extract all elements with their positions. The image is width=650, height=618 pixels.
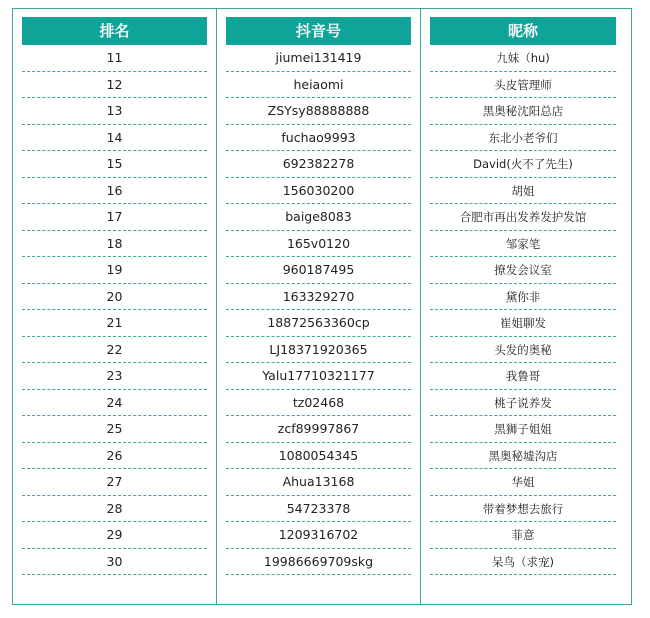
rank-cell: 19 bbox=[22, 257, 207, 284]
douyin-cell: 692382278 bbox=[226, 151, 411, 178]
nickname-cell: 崔姐聊发 bbox=[430, 310, 616, 337]
nickname-cell: 九妹（hu) bbox=[430, 45, 616, 72]
nickname-cell: 我鲁哥 bbox=[430, 363, 616, 390]
douyin-cell: ZSYsy88888888 bbox=[226, 98, 411, 125]
column-divider bbox=[420, 9, 421, 604]
ranking-table bbox=[12, 8, 632, 605]
rank-column bbox=[22, 9, 207, 575]
douyin-cell: 54723378 bbox=[226, 496, 411, 523]
douyin-cell: 156030200 bbox=[226, 178, 411, 205]
nickname-cell: 带着梦想去旅行 bbox=[430, 496, 616, 523]
douyin-cell: fuchao9993 bbox=[226, 125, 411, 152]
douyin-cell: 18872563360cp bbox=[226, 310, 411, 337]
rank-cell: 14 bbox=[22, 125, 207, 152]
nickname-cell: 邹家笔 bbox=[430, 231, 616, 258]
douyin-column bbox=[226, 9, 411, 575]
douyin-cell: jiumei131419 bbox=[226, 45, 411, 72]
douyin-cell: tz02468 bbox=[226, 390, 411, 417]
rank-cell: 16 bbox=[22, 178, 207, 205]
rank-cell: 27 bbox=[22, 469, 207, 496]
column-divider bbox=[216, 9, 217, 604]
rank-cell: 29 bbox=[22, 522, 207, 549]
douyin-cell: 163329270 bbox=[226, 284, 411, 311]
nickname-cell: 撩发会议室 bbox=[430, 257, 616, 284]
rank-cell: 30 bbox=[22, 549, 207, 576]
rank-cell: 24 bbox=[22, 390, 207, 417]
nickname-cell: 黛你非 bbox=[430, 284, 616, 311]
nickname-cell: 呆鸟（求宠) bbox=[430, 549, 616, 576]
rank-cell: 17 bbox=[22, 204, 207, 231]
nickname-cell: 菲意 bbox=[430, 522, 616, 549]
douyin-cell: 165v0120 bbox=[226, 231, 411, 258]
rank-cell: 13 bbox=[22, 98, 207, 125]
nickname-header: 昵称 bbox=[430, 17, 616, 45]
rank-header: 排名 bbox=[22, 17, 207, 45]
nickname-cell: 东北小老爷们 bbox=[430, 125, 616, 152]
douyin-header: 抖音号 bbox=[226, 17, 411, 45]
rank-cell: 15 bbox=[22, 151, 207, 178]
rank-cell: 22 bbox=[22, 337, 207, 364]
douyin-cell: 960187495 bbox=[226, 257, 411, 284]
douyin-cell: 19986669709skg bbox=[226, 549, 411, 576]
rank-cell: 21 bbox=[22, 310, 207, 337]
douyin-cells bbox=[226, 45, 411, 575]
rank-cells bbox=[22, 45, 207, 575]
nickname-cell: 黑狮子姐姐 bbox=[430, 416, 616, 443]
nickname-cells bbox=[430, 45, 616, 575]
nickname-cell: 头发的奥秘 bbox=[430, 337, 616, 364]
nickname-cell: 胡姐 bbox=[430, 178, 616, 205]
douyin-cell: Yalu17710321177 bbox=[226, 363, 411, 390]
douyin-cell: 1209316702 bbox=[226, 522, 411, 549]
nickname-cell: 黑奥秘墟沟店 bbox=[430, 443, 616, 470]
nickname-cell: David(火不了先生) bbox=[430, 151, 616, 178]
rank-cell: 18 bbox=[22, 231, 207, 258]
nickname-cell: 合肥市再出发养发护发馆 bbox=[430, 204, 616, 231]
douyin-cell: heiaomi bbox=[226, 72, 411, 99]
rank-cell: 25 bbox=[22, 416, 207, 443]
rank-cell: 11 bbox=[22, 45, 207, 72]
douyin-cell: zcf89997867 bbox=[226, 416, 411, 443]
rank-cell: 23 bbox=[22, 363, 207, 390]
douyin-cell: 1080054345 bbox=[226, 443, 411, 470]
rank-cell: 26 bbox=[22, 443, 207, 470]
nickname-cell: 黑奥秘沈阳总店 bbox=[430, 98, 616, 125]
douyin-cell: baige8083 bbox=[226, 204, 411, 231]
nickname-cell: 桃子说养发 bbox=[430, 390, 616, 417]
douyin-cell: LJ18371920365 bbox=[226, 337, 411, 364]
rank-cell: 12 bbox=[22, 72, 207, 99]
nickname-cell: 头皮管理师 bbox=[430, 72, 616, 99]
nickname-column bbox=[430, 9, 616, 575]
nickname-cell: 华姐 bbox=[430, 469, 616, 496]
rank-cell: 20 bbox=[22, 284, 207, 311]
douyin-cell: Ahua13168 bbox=[226, 469, 411, 496]
rank-cell: 28 bbox=[22, 496, 207, 523]
